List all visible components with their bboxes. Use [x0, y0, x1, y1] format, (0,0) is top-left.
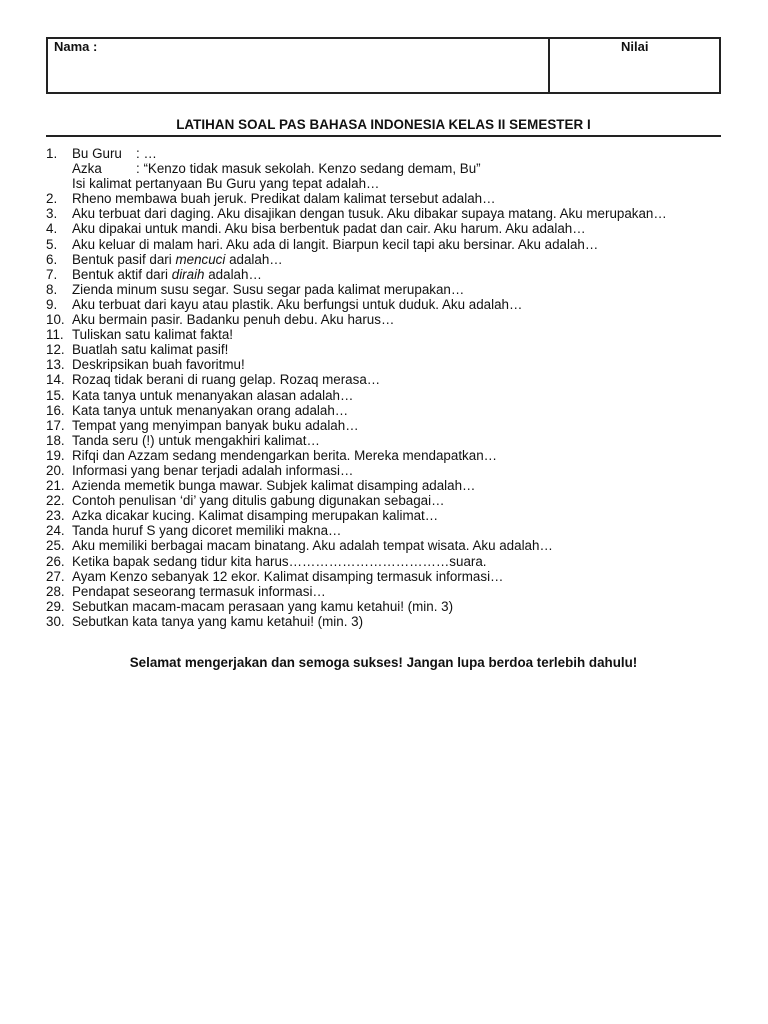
- question-number: 21.: [46, 478, 65, 494]
- question-number: 12.: [46, 342, 65, 358]
- question-item: [46, 554, 723, 569]
- question-text: Rheno membawa buah jeruk. Predikat dalam kalimat tersebut adalah…: [72, 191, 496, 207]
- question-text-part: Bentuk pasif dari: [72, 251, 176, 267]
- question-text: Deskripsikan buah favoritmu!: [72, 357, 245, 373]
- question-number: 16.: [46, 402, 65, 418]
- question-item: [46, 146, 723, 161]
- question-number: 7.: [46, 266, 58, 282]
- question-text-part: adalah…: [204, 266, 262, 282]
- question-text: Aku bermain pasir. Badanku penuh debu. Aku harus…: [72, 312, 395, 328]
- question-number: 23.: [46, 508, 65, 524]
- question-text: Contoh penulisan ‘di’ yang ditulis gabung digunakan sebagai…: [72, 493, 445, 509]
- question-text: Sebutkan kata tanya yang kamu ketahui! (min. 3): [72, 613, 364, 629]
- question-number: 9.: [46, 296, 58, 312]
- question-item: [46, 569, 723, 584]
- question-item: [46, 312, 723, 327]
- question-text: [72, 267, 723, 282]
- question-item: [46, 297, 723, 312]
- question-item: [46, 614, 723, 629]
- question-text: Kata tanya untuk menanyakan alasan adalah…: [72, 387, 354, 403]
- question-item: [46, 191, 723, 206]
- question-text: Informasi yang benar terjadi adalah informasi…: [72, 462, 354, 478]
- question-number: 6.: [46, 251, 58, 267]
- question-item: [46, 403, 723, 418]
- question-text: Aku memiliki berbagai macam binatang. Aku adalah tempat wisata. Aku adalah…: [72, 538, 553, 554]
- question-text: Zienda minum susu segar. Susu segar pada kalimat merupakan…: [72, 281, 465, 297]
- question-item: [46, 478, 723, 493]
- question-number: 13.: [46, 357, 65, 373]
- question-text: Aku dipakai untuk mandi. Aku bisa berbentuk padat dan cair. Aku harum. Aku adalah…: [72, 221, 586, 237]
- question-text: Buatlah satu kalimat pasif!: [72, 342, 229, 358]
- question-number: 22.: [46, 493, 65, 509]
- question-number: 28.: [46, 583, 65, 599]
- question-number: 26.: [46, 553, 65, 569]
- question-item: [46, 433, 723, 448]
- question-text-part: adalah…: [225, 251, 283, 267]
- dialog-text: : …: [136, 146, 157, 161]
- question-text: Aku terbuat dari kayu atau plastik. Aku berfungsi untuk duduk. Aku adalah…: [72, 296, 523, 312]
- speaker-label: Azka: [72, 161, 102, 177]
- question-number: 20.: [46, 462, 65, 478]
- question-item: [46, 523, 723, 538]
- question-number: 27.: [46, 568, 65, 584]
- question-number: 25.: [46, 538, 65, 554]
- title-underline: [46, 135, 721, 137]
- name-label: Nama :: [54, 39, 98, 54]
- question-item: [46, 357, 723, 372]
- question-text: Azienda memetik bunga mawar. Subjek kalimat disamping adalah…: [72, 478, 476, 494]
- question-text: Aku keluar di malam hari. Aku ada di langit. Biarpun kecil tapi aku bersinar. Aku adalah…: [72, 236, 599, 252]
- question-text: Azka dicakar kucing. Kalimat disamping merupakan kalimat…: [72, 508, 439, 524]
- question-item: [46, 267, 723, 282]
- score-field[interactable]: [550, 39, 719, 92]
- question-text: Pendapat seseorang termasuk informasi…: [72, 583, 326, 599]
- question-number: 8.: [46, 281, 58, 297]
- question-number: 5.: [46, 236, 58, 252]
- question-text: Tanda huruf S yang dicoret memiliki makna…: [72, 523, 342, 539]
- question-item: [46, 252, 723, 267]
- question-text: Aku terbuat dari daging. Aku disajikan dengan tusuk. Aku dibakar supaya matang. Aku merupakan…: [72, 206, 667, 222]
- speaker-label: Bu Guru: [72, 146, 122, 161]
- emphasized-word: diraih: [171, 266, 205, 282]
- question-text: Ketika bapak sedang tidur kita harus………………………………suara.: [72, 553, 487, 569]
- question-text: [72, 252, 723, 267]
- question-number: 11.: [46, 327, 64, 343]
- question-text: Kata tanya untuk menanyakan orang adalah…: [72, 402, 349, 418]
- question-number: 30.: [46, 613, 65, 629]
- question-item: [46, 388, 723, 403]
- question-item: [46, 584, 723, 599]
- question-text: Tuliskan satu kalimat fakta!: [72, 327, 234, 343]
- question-subline: [46, 161, 723, 176]
- score-label: Nilai: [621, 39, 649, 54]
- question-text: [72, 146, 723, 161]
- question-number: 1.: [46, 146, 58, 161]
- question-item: [46, 372, 723, 387]
- question-item: [46, 342, 723, 357]
- question-text: Rifqi dan Azzam sedang mendengarkan berita. Mereka mendapatkan…: [72, 447, 498, 463]
- question-item: [46, 493, 723, 508]
- question-item: [46, 221, 723, 236]
- question-number: 18.: [46, 432, 65, 448]
- question-text-part: Bentuk aktif dari: [72, 266, 172, 282]
- question-item: [46, 599, 723, 614]
- dialog-text: : “Kenzo tidak masuk sekolah. Kenzo sedang demam, Bu”: [136, 161, 481, 177]
- question-item: [46, 418, 723, 433]
- question-item: [46, 206, 723, 221]
- question-item: [46, 538, 723, 553]
- question-number: 29.: [46, 598, 65, 614]
- question-item: [46, 463, 723, 478]
- question-number: 3.: [46, 206, 58, 222]
- emphasized-word: mencuci: [175, 251, 226, 267]
- question-text: Rozaq tidak berani di ruang gelap. Rozaq merasa…: [72, 372, 381, 388]
- question-number: 17.: [46, 417, 65, 433]
- name-field[interactable]: [48, 39, 550, 92]
- question-items: [46, 191, 723, 629]
- question-number: 14.: [46, 372, 65, 388]
- closing-message: Selamat mengerjakan dan semoga sukses! Jangan lupa berdoa terlebih dahulu!: [129, 655, 638, 670]
- question-list: [46, 146, 723, 629]
- question-text: Ayam Kenzo sebanyak 12 ekor. Kalimat disamping termasuk informasi…: [72, 568, 504, 584]
- student-info-box: [46, 37, 721, 94]
- question-item: [46, 448, 723, 463]
- question-text: Tempat yang menyimpan banyak buku adalah…: [72, 417, 359, 433]
- question-number: 15.: [46, 387, 65, 403]
- question-number: 2.: [46, 191, 58, 207]
- question-number: 19.: [46, 447, 65, 463]
- question-text: Tanda seru (!) untuk mengakhiri kalimat…: [72, 432, 320, 448]
- question-item: [46, 508, 723, 523]
- question-item: [46, 237, 723, 252]
- question-number: 24.: [46, 523, 65, 539]
- question-number: 4.: [46, 221, 58, 237]
- question-subline: Isi kalimat pertanyaan Bu Guru yang tepat adalah…: [72, 176, 380, 192]
- question-text: Sebutkan macam-macam perasaan yang kamu ketahui! (min. 3): [72, 598, 454, 614]
- question-item: [46, 282, 723, 297]
- question-number: 10.: [46, 312, 65, 328]
- document-title: LATIHAN SOAL PAS BAHASA INDONESIA KELAS II SEMESTER I: [176, 117, 591, 132]
- question-item: [46, 327, 723, 342]
